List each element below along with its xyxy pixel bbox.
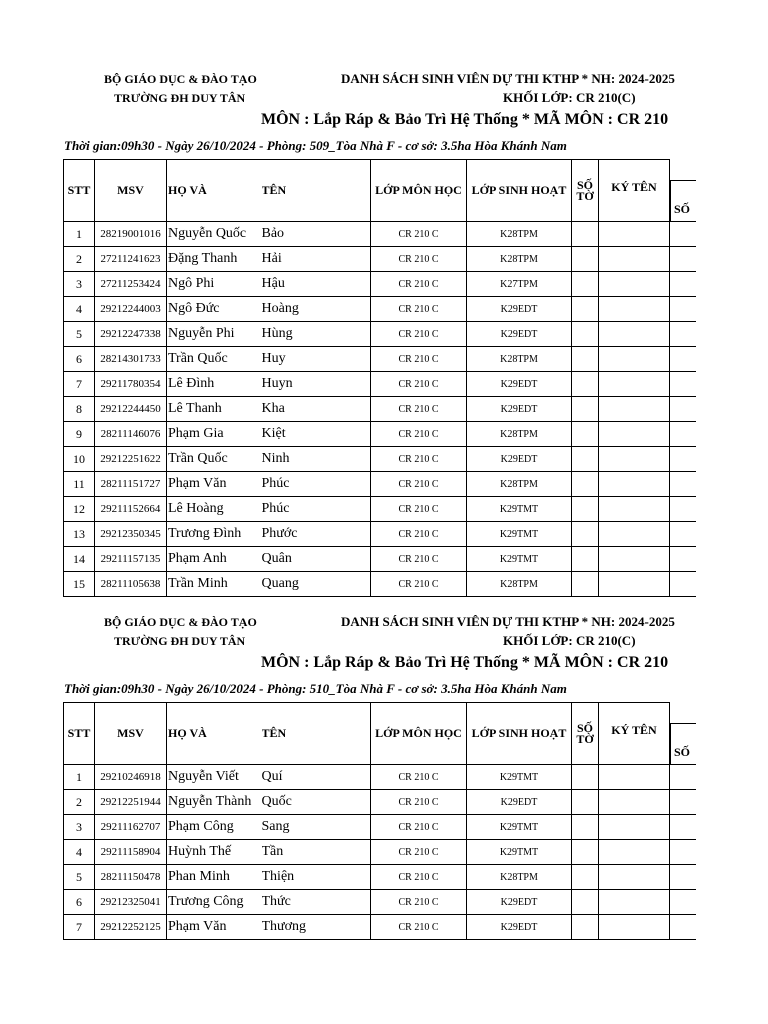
table-row — [64, 915, 696, 940]
sheet-count-cell — [572, 915, 599, 940]
stt-cell: 6 — [64, 890, 95, 915]
so-label: SỐ — [674, 202, 691, 216]
first-name-cell: Phước — [262, 522, 371, 547]
stt-cell: 1 — [64, 222, 95, 247]
number-cell — [670, 222, 696, 247]
last-middle-name-cell: Ngô Đức — [167, 297, 262, 322]
signature-cell — [599, 322, 670, 347]
exam-time-text: Thời gian:09h30 - Ngày 26/10/2024 - Phòng: 509_Tòa Nhà F - cơ sở: — [64, 138, 438, 153]
table-row — [64, 247, 696, 272]
course-class-cell: CR 210 C — [371, 815, 467, 840]
msv-cell: 29212350345 — [95, 522, 167, 547]
first-name-cell: Quốc — [262, 790, 371, 815]
course-class-cell: CR 210 C — [371, 422, 467, 447]
signature-cell — [599, 815, 670, 840]
signature-cell — [599, 765, 670, 790]
col-lop-sinh-hoat-header: LỚP SINH HOẠT — [467, 703, 572, 765]
table-row — [64, 522, 696, 547]
sheet-count-cell — [572, 522, 599, 547]
table-row — [64, 765, 696, 790]
number-cell — [670, 547, 696, 572]
msv-cell: 28211151727 — [95, 472, 167, 497]
col-ho-header: HỌ VÀ — [167, 160, 262, 222]
course-class-cell: CR 210 C — [371, 572, 467, 597]
msv-cell: 29212244450 — [95, 397, 167, 422]
stt-cell: 3 — [64, 272, 95, 297]
course-class-cell: CR 210 C — [371, 522, 467, 547]
sheet-count-cell — [572, 865, 599, 890]
last-middle-name-cell: Huỳnh Thế — [167, 840, 262, 865]
table-row — [64, 347, 696, 372]
so-sub-header — [670, 180, 696, 222]
signature-cell — [599, 915, 670, 940]
home-class-cell: K28TPM — [467, 472, 572, 497]
last-middle-name-cell: Phạm Gia — [167, 422, 262, 447]
last-middle-name-cell: Trần Minh — [167, 572, 262, 597]
first-name-cell: Thương — [262, 915, 371, 940]
stt-cell: 7 — [64, 372, 95, 397]
course-class-cell: CR 210 C — [371, 247, 467, 272]
sheet-count-cell — [572, 222, 599, 247]
msv-cell: 29211162707 — [95, 815, 167, 840]
col-msv-header: MSV — [95, 160, 167, 222]
course-class-cell: CR 210 C — [371, 765, 467, 790]
stt-cell: 9 — [64, 422, 95, 447]
signature-cell — [599, 247, 670, 272]
table-row — [64, 840, 696, 865]
first-name-cell: Kiệt — [262, 422, 371, 447]
last-middle-name-cell: Ngô Phi — [167, 272, 262, 297]
signature-cell — [599, 890, 670, 915]
table-row — [64, 272, 696, 297]
so-to-label: SỐ TỜ — [576, 720, 594, 746]
exam-time-line — [64, 681, 567, 697]
sheet-count-cell — [572, 890, 599, 915]
last-middle-name-cell: Phạm Anh — [167, 547, 262, 572]
last-middle-name-cell: Lê Hoàng — [167, 497, 262, 522]
home-class-cell: K29EDT — [467, 297, 572, 322]
course-class-cell: CR 210 C — [371, 347, 467, 372]
stt-cell: 11 — [64, 472, 95, 497]
course-class-cell: CR 210 C — [371, 322, 467, 347]
stt-cell: 13 — [64, 522, 95, 547]
last-middle-name-cell: Trương Đình — [167, 522, 262, 547]
course-class-cell: CR 210 C — [371, 890, 467, 915]
stt-cell: 10 — [64, 447, 95, 472]
msv-cell: 28214301733 — [95, 347, 167, 372]
so-label: SỐ — [674, 745, 691, 759]
stt-cell: 3 — [64, 815, 95, 840]
first-name-cell: Kha — [262, 397, 371, 422]
sheet-count-cell — [572, 397, 599, 422]
msv-cell: 28211105638 — [95, 572, 167, 597]
table-row — [64, 547, 696, 572]
col-lop-mon-hoc-header: LỚP MÔN HỌC — [371, 703, 467, 765]
first-name-cell: Sang — [262, 815, 371, 840]
home-class-cell: K29EDT — [467, 915, 572, 940]
number-cell — [670, 497, 696, 522]
home-class-cell: K28TPM — [467, 347, 572, 372]
signature-cell — [599, 222, 670, 247]
home-class-cell: K28TPM — [467, 422, 572, 447]
school-label: TRƯỜNG ĐH DUY TÂN — [114, 634, 246, 648]
first-name-cell: Quang — [262, 572, 371, 597]
msv-cell: 29212251622 — [95, 447, 167, 472]
home-class-cell: K28TPM — [467, 572, 572, 597]
sheet-count-cell — [572, 297, 599, 322]
table-row — [64, 472, 696, 497]
stt-cell: 7 — [64, 915, 95, 940]
signature-cell — [599, 347, 670, 372]
home-class-cell: K29EDT — [467, 372, 572, 397]
list-title: DANH SÁCH SINH VIÊN DỰ THI KTHP * NH: 2024-2025 — [341, 71, 675, 86]
last-middle-name-cell: Nguyễn Phi — [167, 322, 262, 347]
stt-cell: 4 — [64, 840, 95, 865]
number-cell — [670, 865, 696, 890]
last-middle-name-cell: Đặng Thanh — [167, 247, 262, 272]
stt-cell: 12 — [64, 497, 95, 522]
last-middle-name-cell: Phan Minh — [167, 865, 262, 890]
home-class-cell: K28TPM — [467, 865, 572, 890]
home-class-cell: K29TMT — [467, 765, 572, 790]
msv-cell: 29212247338 — [95, 322, 167, 347]
msv-cell: 27211241623 — [95, 247, 167, 272]
home-class-cell: K28TPM — [467, 247, 572, 272]
first-name-cell: Hoàng — [262, 297, 371, 322]
first-name-cell: Phúc — [262, 472, 371, 497]
sheet-count-cell — [572, 765, 599, 790]
number-cell — [670, 522, 696, 547]
first-name-cell: Thức — [262, 890, 371, 915]
signature-cell — [599, 372, 670, 397]
table-row — [64, 297, 696, 322]
course-class-cell: CR 210 C — [371, 272, 467, 297]
student-table — [63, 159, 696, 597]
signature-cell — [599, 397, 670, 422]
home-class-cell: K29EDT — [467, 790, 572, 815]
stt-cell: 8 — [64, 397, 95, 422]
so-to-label: SỐ TỜ — [576, 177, 594, 203]
course-class-cell: CR 210 C — [371, 790, 467, 815]
home-class-cell: K29TMT — [467, 497, 572, 522]
home-class-cell: K29TMT — [467, 840, 572, 865]
first-name-cell: Hậu — [262, 272, 371, 297]
stt-cell: 6 — [64, 347, 95, 372]
col-ho-header: HỌ VÀ — [167, 703, 262, 765]
number-cell — [670, 915, 696, 940]
course-class-cell: CR 210 C — [371, 915, 467, 940]
col-so-header — [670, 160, 696, 222]
first-name-cell: Hùng — [262, 322, 371, 347]
table-row — [64, 397, 696, 422]
last-middle-name-cell: Trần Quốc — [167, 347, 262, 372]
number-cell — [670, 447, 696, 472]
signature-cell — [599, 572, 670, 597]
first-name-cell: Ninh — [262, 447, 371, 472]
number-cell — [670, 840, 696, 865]
class-block: KHỐI LỚP: CR 210(C) — [503, 90, 636, 105]
course-class-cell: CR 210 C — [371, 840, 467, 865]
sheet-count-cell — [572, 815, 599, 840]
last-middle-name-cell: Phạm Văn — [167, 915, 262, 940]
sheet-count-cell — [572, 497, 599, 522]
stt-cell: 1 — [64, 765, 95, 790]
first-name-cell: Quí — [262, 765, 371, 790]
campus-text: 3.5ha Hòa Khánh Nam — [441, 681, 567, 696]
stt-cell: 2 — [64, 247, 95, 272]
first-name-cell: Phúc — [262, 497, 371, 522]
home-class-cell: K29TMT — [467, 522, 572, 547]
sheet-count-cell — [572, 472, 599, 497]
student-table — [63, 702, 696, 940]
last-middle-name-cell: Trần Quốc — [167, 447, 262, 472]
sheet-count-cell — [572, 572, 599, 597]
course-class-cell: CR 210 C — [371, 397, 467, 422]
course-class-cell: CR 210 C — [371, 222, 467, 247]
col-so-header — [670, 703, 696, 765]
signature-cell — [599, 297, 670, 322]
col-lop-mon-hoc-header: LỚP MÔN HỌC — [371, 160, 467, 222]
subject-line: MÔN : Lắp Ráp & Bảo Trì Hệ Thống * MÃ MÔN : CR 210 — [261, 654, 669, 671]
signature-cell — [599, 497, 670, 522]
col-msv-header: MSV — [95, 703, 167, 765]
msv-cell: 29211152664 — [95, 497, 167, 522]
msv-cell: 29211158904 — [95, 840, 167, 865]
msv-cell: 29210246918 — [95, 765, 167, 790]
home-class-cell: K27TPM — [467, 272, 572, 297]
first-name-cell: Bảo — [262, 222, 371, 247]
last-middle-name-cell: Nguyễn Viết — [167, 765, 262, 790]
exam-time-line — [64, 138, 567, 154]
table-header-row — [64, 703, 696, 765]
number-cell — [670, 297, 696, 322]
first-name-cell: Thiện — [262, 865, 371, 890]
signature-cell — [599, 272, 670, 297]
sheet-count-cell — [572, 422, 599, 447]
number-cell — [670, 815, 696, 840]
number-cell — [670, 372, 696, 397]
sheet-count-cell — [572, 347, 599, 372]
first-name-cell: Tần — [262, 840, 371, 865]
table-row — [64, 815, 696, 840]
sheet-count-cell — [572, 447, 599, 472]
signature-cell — [599, 472, 670, 497]
table-row — [64, 222, 696, 247]
signature-cell — [599, 840, 670, 865]
col-so-to-header — [572, 703, 599, 765]
home-class-cell: K29TMT — [467, 547, 572, 572]
home-class-cell: K29EDT — [467, 397, 572, 422]
last-middle-name-cell: Trương Công — [167, 890, 262, 915]
col-so-to-header — [572, 160, 599, 222]
class-block: KHỐI LỚP: CR 210(C) — [503, 633, 636, 648]
sheet-count-cell — [572, 790, 599, 815]
last-middle-name-cell: Lê Đình — [167, 372, 262, 397]
col-lop-sinh-hoat-header: LỚP SINH HOẠT — [467, 160, 572, 222]
col-ten-header: TÊN — [262, 160, 371, 222]
number-cell — [670, 572, 696, 597]
last-middle-name-cell: Phạm Văn — [167, 472, 262, 497]
number-cell — [670, 272, 696, 297]
last-middle-name-cell: Nguyễn Thành — [167, 790, 262, 815]
course-class-cell: CR 210 C — [371, 865, 467, 890]
course-class-cell: CR 210 C — [371, 547, 467, 572]
first-name-cell: Hải — [262, 247, 371, 272]
table-row — [64, 890, 696, 915]
first-name-cell: Quân — [262, 547, 371, 572]
msv-cell: 29211780354 — [95, 372, 167, 397]
sheet-count-cell — [572, 372, 599, 397]
sheet-count-cell — [572, 322, 599, 347]
table-row — [64, 572, 696, 597]
so-sub-header — [670, 723, 696, 765]
stt-cell: 5 — [64, 865, 95, 890]
msv-cell: 28211146076 — [95, 422, 167, 447]
course-class-cell: CR 210 C — [371, 297, 467, 322]
ministry-label: BỘ GIÁO DỤC & ĐÀO TẠO — [104, 615, 257, 629]
first-name-cell: Huy — [262, 347, 371, 372]
home-class-cell: K29EDT — [467, 447, 572, 472]
table-row — [64, 865, 696, 890]
school-label: TRƯỜNG ĐH DUY TÂN — [114, 91, 246, 105]
signature-cell — [599, 447, 670, 472]
signature-cell — [599, 522, 670, 547]
sheet-count-cell — [572, 547, 599, 572]
msv-cell: 29211157135 — [95, 547, 167, 572]
stt-cell: 15 — [64, 572, 95, 597]
course-class-cell: CR 210 C — [371, 447, 467, 472]
table-row — [64, 497, 696, 522]
table-row — [64, 422, 696, 447]
ministry-label: BỘ GIÁO DỤC & ĐÀO TẠO — [104, 72, 257, 86]
signature-cell — [599, 865, 670, 890]
signature-cell — [599, 422, 670, 447]
subject-line: MÔN : Lắp Ráp & Bảo Trì Hệ Thống * MÃ MÔN : CR 210 — [261, 111, 669, 128]
msv-cell: 27211253424 — [95, 272, 167, 297]
table-row — [64, 322, 696, 347]
col-ten-header: TÊN — [262, 703, 371, 765]
number-cell — [670, 247, 696, 272]
stt-cell: 14 — [64, 547, 95, 572]
sheet-count-cell — [572, 272, 599, 297]
number-cell — [670, 347, 696, 372]
home-class-cell: K28TPM — [467, 222, 572, 247]
msv-cell: 28211150478 — [95, 865, 167, 890]
last-middle-name-cell: Phạm Công — [167, 815, 262, 840]
sheet-count-cell — [572, 247, 599, 272]
signature-cell — [599, 790, 670, 815]
exam-time-text: Thời gian:09h30 - Ngày 26/10/2024 - Phòng: 510_Tòa Nhà F - cơ sở: — [64, 681, 438, 696]
number-cell — [670, 890, 696, 915]
msv-cell: 29212251944 — [95, 790, 167, 815]
number-cell — [670, 422, 696, 447]
course-class-cell: CR 210 C — [371, 472, 467, 497]
campus-text: 3.5ha Hòa Khánh Nam — [441, 138, 567, 153]
sheet-count-cell — [572, 840, 599, 865]
stt-cell: 5 — [64, 322, 95, 347]
course-class-cell: CR 210 C — [371, 497, 467, 522]
table-header-row — [64, 160, 696, 222]
msv-cell: 29212325041 — [95, 890, 167, 915]
last-middle-name-cell: Nguyễn Quốc — [167, 222, 262, 247]
table-row — [64, 790, 696, 815]
number-cell — [670, 472, 696, 497]
col-ky-ten-header: KÝ TÊN — [599, 160, 670, 222]
col-ky-ten-header: KÝ TÊN — [599, 703, 670, 765]
home-class-cell: K29EDT — [467, 890, 572, 915]
msv-cell: 29212252125 — [95, 915, 167, 940]
signature-cell — [599, 547, 670, 572]
msv-cell: 29212244003 — [95, 297, 167, 322]
last-middle-name-cell: Lê Thanh — [167, 397, 262, 422]
number-cell — [670, 790, 696, 815]
stt-cell: 4 — [64, 297, 95, 322]
number-cell — [670, 322, 696, 347]
stt-cell: 2 — [64, 790, 95, 815]
home-class-cell: K29TMT — [467, 815, 572, 840]
table-row — [64, 447, 696, 472]
home-class-cell: K29EDT — [467, 322, 572, 347]
number-cell — [670, 765, 696, 790]
first-name-cell: Huyn — [262, 372, 371, 397]
table-row — [64, 372, 696, 397]
number-cell — [670, 397, 696, 422]
col-stt-header: STT — [64, 703, 95, 765]
course-class-cell: CR 210 C — [371, 372, 467, 397]
list-title: DANH SÁCH SINH VIÊN DỰ THI KTHP * NH: 2024-2025 — [341, 614, 675, 629]
msv-cell: 28219001016 — [95, 222, 167, 247]
col-stt-header: STT — [64, 160, 95, 222]
